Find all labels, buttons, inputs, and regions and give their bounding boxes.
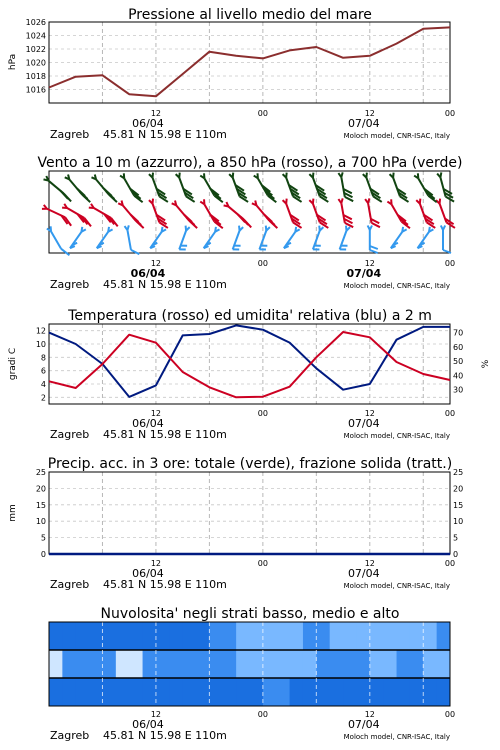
cloud-cell	[276, 678, 290, 706]
wind-barb	[97, 227, 113, 248]
cloud-cell	[423, 678, 437, 706]
y-axis-label: mm	[8, 504, 18, 522]
cloud-cell	[196, 650, 210, 678]
y-right-tick-label: 70	[453, 328, 464, 338]
y-tick-label: 1018	[25, 72, 46, 81]
wind-barb	[283, 199, 302, 228]
location-label: Zagreb	[50, 278, 90, 291]
y-right-tick-label: 10	[453, 517, 464, 527]
humidity-line	[49, 325, 450, 397]
x-tick-label: 12	[364, 710, 375, 719]
x-tick-label: 00	[257, 710, 268, 719]
barb-arrowhead	[365, 199, 368, 203]
y-tick-label: 20	[35, 484, 46, 494]
wind-barb	[363, 173, 382, 202]
date-label: 07/04	[347, 718, 380, 731]
cloud-cell	[276, 622, 290, 650]
wind-barb	[70, 227, 86, 248]
wind-barb	[390, 173, 409, 202]
date-label: 07/04	[346, 267, 382, 280]
date-label: 06/04	[130, 267, 166, 280]
cloud-cell	[410, 622, 424, 650]
location-label: Zagreb	[50, 428, 90, 441]
cloud-cell	[330, 678, 344, 706]
cloud-cell	[290, 650, 304, 678]
cloud-cell	[169, 622, 183, 650]
wind-barb	[436, 199, 455, 228]
y-right-tick-label: 25	[453, 468, 464, 477]
wind-barb	[414, 173, 437, 202]
cloud-chart	[49, 606, 455, 742]
y-tick-label: 0	[40, 550, 46, 559]
barb-arrowhead	[43, 179, 48, 180]
cloud-cell	[330, 650, 344, 678]
location-label: Zagreb	[50, 729, 90, 742]
cloud-cell	[397, 678, 411, 706]
cloud-cell	[290, 622, 304, 650]
coords-label: 45.81 N 15.98 E 110m	[103, 729, 227, 742]
wind-barb	[309, 173, 328, 202]
barb-arrowhead	[239, 226, 240, 231]
cloud-cell	[143, 650, 157, 678]
wind-barb	[224, 202, 252, 227]
cloud-cell	[343, 650, 357, 678]
wind-barb	[368, 225, 378, 253]
cloud-cell	[303, 678, 317, 706]
wind-barb	[89, 204, 118, 227]
barb-arrowhead	[346, 226, 347, 231]
barb-shaft	[70, 232, 81, 248]
model-credit: Moloch model, CNR-ISAC, Italy	[343, 733, 450, 741]
wind-barb	[441, 225, 451, 253]
temperature-chart	[8, 308, 491, 441]
y-tick-label: 1026	[25, 18, 46, 27]
cloud-cell	[89, 678, 103, 706]
barb-shaft	[51, 231, 61, 248]
wind-barb	[252, 200, 277, 228]
wind-barb	[204, 227, 220, 248]
cloud-cell	[156, 678, 170, 706]
cloud-cell	[62, 650, 76, 678]
cloud-cell	[223, 622, 237, 650]
cloud-cell	[316, 650, 330, 678]
y-tick-label: 4	[40, 380, 46, 389]
cloud-cell	[263, 650, 277, 678]
cloud-cell	[156, 622, 170, 650]
wind-barb	[150, 227, 166, 248]
barb-arrowhead	[338, 173, 341, 177]
cloud-cell	[383, 622, 397, 650]
model-credit: Moloch model, CNR-ISAC, Italy	[343, 432, 450, 440]
cloud-cell	[437, 678, 451, 706]
cloud-cell	[183, 622, 197, 650]
cloud-cell	[49, 650, 63, 678]
cloud-cell	[62, 678, 76, 706]
cloud-cell	[49, 678, 63, 706]
y-tick-label: 1022	[25, 45, 46, 54]
cloud-cell	[76, 650, 90, 678]
plot-frame	[49, 324, 450, 404]
cloud-cell	[330, 622, 344, 650]
y-tick-label: 5	[40, 533, 46, 543]
cloud-cell	[116, 678, 130, 706]
wind-barb	[284, 227, 300, 248]
x-tick-label: 12	[150, 259, 162, 268]
cloud-cell	[343, 678, 357, 706]
wind-barb	[120, 173, 143, 202]
cloud-cell	[410, 678, 424, 706]
wind-barb	[391, 227, 407, 248]
y-tick-label: 8	[40, 353, 46, 363]
wind-barb	[254, 173, 277, 202]
x-tick-label: 12	[150, 409, 162, 418]
wind-barb	[437, 172, 454, 201]
wind-barb	[338, 172, 353, 201]
cloud-cell	[290, 678, 304, 706]
wind-barb	[416, 199, 435, 228]
cloud-cell	[49, 622, 63, 650]
model-credit: Moloch model, CNR-ISAC, Italy	[343, 582, 450, 590]
x-tick-label: 00	[444, 710, 456, 719]
barb-arrowhead	[81, 227, 82, 232]
cloud-cell	[76, 678, 90, 706]
date-label: 07/04	[347, 417, 380, 430]
cloud-cell	[223, 650, 237, 678]
cloud-cell	[116, 622, 130, 650]
barb-shaft	[391, 232, 402, 248]
cloud-cell	[129, 678, 143, 706]
x-tick-label: 12	[150, 109, 162, 118]
cloud-cell	[263, 678, 277, 706]
x-tick-label: 00	[257, 109, 268, 118]
barb-arrowhead	[108, 227, 109, 232]
y-right-tick-label: 20	[453, 484, 464, 494]
cloud-cell	[370, 622, 384, 650]
y-right-tick-label: 40	[453, 371, 464, 381]
cloud-cell	[129, 650, 143, 678]
cloud-cell	[89, 650, 103, 678]
cloud-cell	[356, 622, 370, 650]
wind-barb	[418, 227, 434, 248]
cloud-cell	[143, 622, 157, 650]
y-tick-label: 1020	[25, 58, 46, 68]
cloud-cell	[102, 678, 116, 706]
date-label: 06/04	[132, 567, 164, 580]
cloud-cell	[316, 622, 330, 650]
x-tick-label: 12	[150, 710, 162, 719]
y-tick-label: 25	[35, 468, 46, 477]
barb-shaft	[127, 230, 130, 250]
wind-barb	[387, 199, 410, 228]
y-tick-label: 15	[35, 500, 46, 510]
barb-shaft	[284, 232, 295, 248]
barb-arrowhead	[295, 227, 296, 232]
cloud-cell	[276, 650, 290, 678]
cloud-cell	[62, 622, 76, 650]
barb-arrowhead	[368, 225, 370, 230]
barb-arrowhead	[338, 199, 341, 203]
wind-barb	[172, 200, 197, 228]
barb-arrowhead	[162, 227, 163, 232]
wind-barb	[125, 225, 140, 254]
wind-barb	[43, 176, 71, 201]
chart-title: Vento a 10 m (azzurro), a 850 hPa (rosso), a 700 hPa (verde)	[37, 155, 463, 171]
y-right-tick-label: 30	[453, 385, 464, 395]
y-tick-label: 10	[35, 517, 46, 527]
cloud-cell	[196, 622, 210, 650]
cloud-cell	[209, 650, 223, 678]
plot-frame	[49, 171, 450, 253]
coords-label: 45.81 N 15.98 E 110m	[103, 578, 227, 591]
y-tick-label: 2	[40, 393, 46, 403]
cloud-cell	[343, 622, 357, 650]
y-right-tick-label: 5	[453, 533, 459, 543]
barb-arrowhead	[437, 174, 440, 178]
cloud-cell	[423, 622, 437, 650]
chart-title: Pressione al livello medio del mare	[128, 7, 372, 23]
cloud-cell	[169, 678, 183, 706]
y-tick-label: 10	[35, 340, 46, 349]
y-right-tick-label: 50	[453, 357, 464, 367]
cloud-cell	[236, 622, 250, 650]
cloud-cell	[263, 622, 277, 650]
x-tick-label: 12	[364, 409, 375, 418]
cloud-cell	[250, 622, 264, 650]
cloud-cell	[76, 622, 90, 650]
cloud-cell	[423, 650, 437, 678]
model-credit: Moloch model, CNR-ISAC, Italy	[343, 282, 450, 290]
x-tick-label: 12	[364, 559, 375, 568]
plot-frame	[49, 472, 450, 554]
cloud-cell	[196, 678, 210, 706]
wind-barb	[338, 198, 353, 227]
x-tick-label: 12	[364, 259, 375, 268]
wind-barb	[233, 226, 243, 250]
cloud-cell	[303, 622, 317, 650]
wind-barb	[91, 174, 116, 202]
cloud-cell	[397, 622, 411, 650]
cloud-cell	[209, 678, 223, 706]
cloud-cell	[383, 678, 397, 706]
coords-label: 45.81 N 15.98 E 110m	[103, 278, 227, 291]
wind-barb	[229, 173, 248, 202]
date-label: 06/04	[132, 117, 164, 130]
barb-feather	[131, 250, 139, 254]
y-tick-label: 12	[35, 326, 46, 336]
precip-chart	[8, 456, 463, 591]
wind-barb	[200, 199, 223, 228]
wind-barb	[176, 173, 195, 202]
cloud-cell	[223, 678, 237, 706]
cloud-cell	[102, 650, 116, 678]
barb-arrowhead	[441, 225, 443, 230]
y-right-tick-label: 15	[453, 500, 464, 510]
barb-feather	[61, 249, 69, 256]
x-tick-label: 12	[364, 109, 375, 118]
cloud-cell	[250, 650, 264, 678]
barb-arrowhead	[429, 227, 430, 232]
wind-barb	[47, 226, 70, 255]
y-right-axis-label: %	[481, 359, 491, 369]
date-label: 07/04	[347, 567, 380, 580]
pressure-chart	[8, 7, 455, 141]
wind-barb	[340, 226, 350, 250]
y-right-tick-label: 60	[453, 342, 464, 352]
barb-arrowhead	[125, 226, 128, 230]
cloud-cell	[397, 650, 411, 678]
cloud-cell	[356, 678, 370, 706]
x-tick-label: 00	[444, 409, 456, 418]
wind-barb	[200, 173, 223, 202]
barb-feather	[61, 191, 68, 199]
y-right-tick-label: 0	[453, 550, 459, 559]
coords-label: 45.81 N 15.98 E 110m	[103, 428, 227, 441]
location-label: Zagreb	[50, 578, 90, 591]
y-tick-label: 6	[40, 366, 46, 376]
cloud-cell	[102, 622, 116, 650]
cloud-cell	[410, 650, 424, 678]
cloud-cell	[383, 650, 397, 678]
x-tick-label: 00	[444, 109, 456, 118]
x-tick-label: 12	[150, 559, 162, 568]
y-axis-label: hPa	[8, 53, 18, 71]
cloud-cell	[250, 678, 264, 706]
model-credit: Moloch model, CNR-ISAC, Italy	[343, 132, 450, 140]
date-label: 07/04	[347, 117, 380, 130]
barb-arrowhead	[224, 205, 229, 206]
pressure-line	[49, 27, 450, 96]
barb-arrowhead	[215, 227, 216, 232]
date-label: 06/04	[132, 417, 164, 430]
cloud-cell	[209, 622, 223, 650]
cloud-cell	[143, 678, 157, 706]
wind-barb	[179, 226, 189, 250]
wind-barb	[149, 199, 168, 228]
cloud-cell	[356, 650, 370, 678]
wind-barb	[259, 226, 269, 250]
barb-arrowhead	[402, 227, 403, 232]
x-tick-label: 00	[444, 559, 456, 568]
x-tick-label: 00	[257, 559, 268, 568]
temperature-line	[49, 332, 450, 397]
cloud-cell	[236, 650, 250, 678]
x-tick-label: 00	[444, 259, 456, 268]
cloud-cell	[370, 678, 384, 706]
cloud-cell	[437, 622, 451, 650]
cloud-cell	[316, 678, 330, 706]
wind-barb	[283, 173, 302, 202]
barb-feather	[370, 246, 378, 249]
chart-title: Nuvolosita' negli strati basso, medio e alto	[100, 606, 400, 622]
cloud-cell	[437, 650, 451, 678]
cloud-cell	[156, 650, 170, 678]
y-axis-label: gradi C	[8, 347, 18, 381]
barb-arrowhead	[266, 226, 267, 231]
date-label: 06/04	[132, 718, 164, 731]
y-tick-label: 1024	[25, 31, 46, 41]
cloud-cell	[183, 678, 197, 706]
y-tick-label: 1016	[25, 85, 46, 95]
chart-title: Temperatura (rosso) ed umidita' relativa (blu) a 2 m	[68, 308, 432, 324]
cloud-cell	[169, 650, 183, 678]
x-tick-label: 00	[257, 409, 268, 418]
cloud-cell	[303, 650, 317, 678]
barb-arrowhead	[319, 226, 320, 231]
wind-barb	[118, 200, 143, 228]
location-label: Zagreb	[50, 128, 90, 141]
cloud-cell	[236, 678, 250, 706]
chart-title: Precip. acc. in 3 ore: totale (verde), frazione solida (tratt.)	[47, 456, 453, 472]
cloud-cell	[89, 622, 103, 650]
cloud-cell	[116, 650, 130, 678]
cloud-cell	[129, 622, 143, 650]
wind-barb	[365, 198, 380, 227]
coords-label: 45.81 N 15.98 E 110m	[103, 128, 227, 141]
cloud-cell	[183, 650, 197, 678]
cloud-cell	[370, 650, 384, 678]
barb-arrowhead	[186, 226, 187, 231]
x-tick-label: 00	[257, 259, 268, 268]
wind-barb	[309, 199, 328, 228]
wind-barb	[313, 226, 323, 250]
wind-barb	[149, 173, 168, 202]
wind-chart	[37, 155, 462, 291]
